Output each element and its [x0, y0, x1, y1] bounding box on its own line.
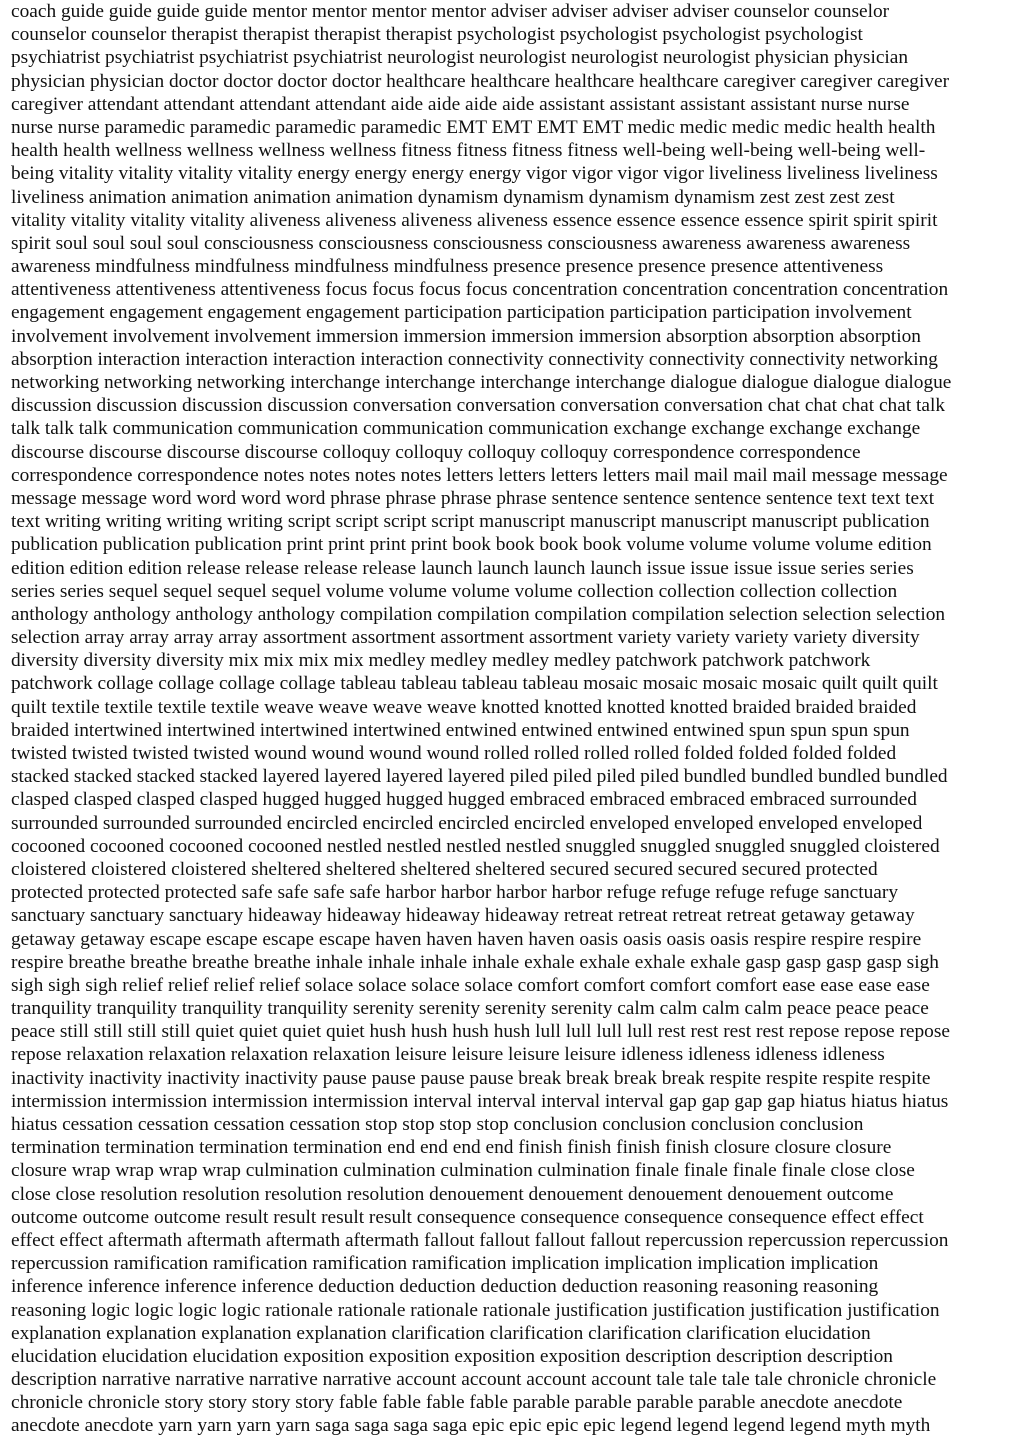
- text-line: intermission intermission intermission intermission interval interval interval interval gap gap gap gap hiatus hiatus hiatus: [11, 1090, 949, 1112]
- text-line: involvement involvement involvement immersion immersion immersion immersion absorption absorption absorption: [11, 325, 921, 347]
- text-line: vitality vitality vitality vitality aliveness aliveness aliveness aliveness essence essence essence essence spirit spirit spirit: [11, 209, 938, 231]
- text-line: coach guide guide guide guide mentor mentor mentor mentor adviser adviser adviser adviser counselor counselor: [11, 1, 890, 22]
- text-line: counselor counselor therapist therapist therapist therapist psychologist psychologist psychologist psychologist: [11, 24, 863, 46]
- text-line: explanation explanation explanation explanation clarification clarification clarification clarification elucidation: [11, 1322, 871, 1344]
- text-line: tranquility tranquility tranquility tranquility serenity serenity serenity serenity calm calm calm calm peace peace peace: [11, 998, 929, 1020]
- text-line: quilt textile textile textile textile weave weave weave weave knotted knotted knotted knotted braided braided braided: [11, 696, 917, 718]
- text-line: surrounded surrounded surrounded encircled encircled encircled encircled enveloped enveloped enveloped enveloped: [11, 812, 923, 834]
- text-line: chronicle chronicle story story story story fable fable fable fable parable parable parable parable anecdote anecdote: [11, 1392, 903, 1414]
- text-line: closure wrap wrap wrap wrap culmination culmination culmination culmination finale finale finale finale close close: [11, 1160, 915, 1182]
- text-line: sigh sigh sigh relief relief relief relief solace solace solace solace comfort comfort comfort comfort ease ease ease ease: [11, 974, 930, 996]
- text-line: discussion discussion discussion discussion conversation conversation conversation conversation chat chat chat chat talk: [11, 395, 946, 417]
- text-line: liveliness animation animation animation animation dynamism dynamism dynamism dynamism zest zest zest zest: [11, 186, 895, 208]
- text-line: correspondence correspondence notes notes notes notes letters letters letters letters mail mail mail mail message message: [11, 464, 948, 486]
- text-line: braided intertwined intertwined intertwined intertwined entwined entwined entwined entwined spun spun spun spun: [11, 719, 910, 741]
- text-line: outcome outcome outcome result result result result consequence consequence consequence consequence effect effect: [11, 1206, 924, 1228]
- text-line: repercussion ramification ramification ramification ramification implication implication implication implication: [11, 1253, 879, 1275]
- text-line: message message word word word word phrase phrase phrase phrase sentence sentence sentence sentence text text text: [11, 487, 935, 509]
- text-line: physician physician doctor doctor doctor doctor healthcare healthcare healthcare healthcare caregiver caregiver caregiver: [11, 70, 950, 92]
- text-line: nurse nurse paramedic paramedic paramedic paramedic EMT EMT EMT EMT medic medic medic medic health health: [11, 116, 936, 138]
- text-line: inactivity inactivity inactivity inactivity pause pause pause pause break break break break respite respite respite respite: [11, 1067, 931, 1089]
- text-line: twisted twisted twisted twisted wound wound wound wound rolled rolled rolled rolled folded folded folded folded: [11, 743, 897, 764]
- text-line: description narrative narrative narrative narrative account account account account tale tale tale tale chronicle chronicle: [11, 1369, 937, 1391]
- text-line: cocooned cocooned cocooned cocooned nestled nestled nestled nestled snuggled snuggled snuggled snuggled cloistered: [11, 835, 940, 857]
- text-line: repose relaxation relaxation relaxation relaxation leisure leisure leisure leisure idleness idleness idleness idleness: [11, 1044, 885, 1066]
- text-line: awareness mindfulness mindfulness mindfulness mindfulness presence presence presence presence attentiveness: [11, 256, 884, 278]
- text-line: text writing writing writing writing script script script script manuscript manuscript manuscript manuscript publication: [11, 511, 930, 533]
- text-line: effect effect aftermath aftermath aftermath aftermath fallout fallout fallout fallout repercussion repercussion repercussion: [11, 1229, 949, 1251]
- text-line: being vitality vitality vitality vitality energy energy energy energy vigor vigor vigor vigor liveliness liveliness liveliness: [11, 163, 938, 185]
- text-line: getaway getaway escape escape escape escape haven haven haven haven oasis oasis oasis oasis respire respire respire: [11, 928, 922, 950]
- text-line: discourse discourse discourse discourse colloquy colloquy colloquy colloquy correspondence correspondence: [11, 441, 861, 463]
- text-line: absorption interaction interaction interaction interaction connectivity connectivity connectivity connectivity networking: [11, 348, 938, 370]
- text-line: spirit soul soul soul soul consciousness consciousness consciousness consciousness awareness awareness awareness: [11, 232, 911, 254]
- text-line: psychiatrist psychiatrist psychiatrist psychiatrist neurologist neurologist neurologist neurologist physician physician: [11, 47, 909, 69]
- text-line: health health wellness wellness wellness wellness fitness fitness fitness fitness well-being well-being well-being well-: [11, 140, 926, 162]
- text-line: stacked stacked stacked stacked layered layered layered layered piled piled piled piled bundled bundled bundled bundled: [11, 766, 948, 788]
- text-line: clasped clasped clasped clasped hugged hugged hugged hugged embraced embraced embraced embraced surrounded: [11, 789, 917, 811]
- text-line: caregiver attendant attendant attendant attendant aide aide aide aide assistant assistant assistant assistant nurse nurse: [11, 93, 910, 115]
- text-line: anecdote anecdote yarn yarn yarn yarn saga saga saga saga epic epic epic epic legend legend legend legend myth myth: [11, 1415, 931, 1437]
- text-line: elucidation elucidation elucidation exposition exposition exposition exposition description description description: [11, 1345, 893, 1367]
- text-line: engagement engagement engagement engagement participation participation participation participation involvement: [11, 302, 912, 324]
- text-line: edition edition edition release release release release launch launch launch launch issue issue issue issue series series: [11, 557, 914, 579]
- text-line: inference inference inference inference deduction deduction deduction deduction reasoning reasoning reasoning: [11, 1276, 879, 1298]
- text-line: selection array array array array assortment assortment assortment assortment variety variety variety variety diversity: [11, 627, 920, 649]
- text-line: networking networking networking interchange interchange interchange interchange dialogue dialogue dialogue dialogue: [11, 372, 952, 393]
- text-line: patchwork collage collage collage collage tableau tableau tableau tableau mosaic mosaic mosaic mosaic quilt quilt quilt: [11, 673, 938, 695]
- text-line: protected protected protected safe safe safe safe harbor harbor harbor harbor refuge refuge refuge refuge sanctuary: [11, 882, 899, 904]
- text-line: termination termination termination termination end end end end finish finish finish finish closure closure closure: [11, 1137, 892, 1159]
- text-line: talk talk talk communication communication communication communication exchange exchange exchange exchange: [11, 418, 921, 440]
- body-text: [11, 0, 1015, 1438]
- text-line: diversity diversity diversity mix mix mix mix medley medley medley medley patchwork patchwork patchwork: [11, 650, 871, 672]
- text-line: series series sequel sequel sequel sequel volume volume volume volume collection collection collection collection: [11, 580, 898, 602]
- text-line: reasoning logic logic logic logic rationale rationale rationale rationale justification justification justification justification: [11, 1299, 940, 1321]
- text-line: peace still still still still quiet quiet quiet quiet hush hush hush hush lull lull lull lull rest rest rest rest repose repose repose: [11, 1021, 950, 1043]
- text-line: sanctuary sanctuary sanctuary hideaway hideaway hideaway hideaway retreat retreat retreat retreat getaway getaway: [11, 905, 915, 927]
- text-line: attentiveness attentiveness attentiveness focus focus focus focus concentration concentration concentration concentration: [11, 279, 949, 301]
- text-line: anthology anthology anthology anthology compilation compilation compilation compilation selection selection selection: [11, 603, 946, 625]
- text-line: cloistered cloistered cloistered sheltered sheltered sheltered sheltered secured secured secured secured protected: [11, 858, 878, 880]
- text-line: respire breathe breathe breathe breathe inhale inhale inhale inhale exhale exhale exhale exhale gasp gasp gasp gasp sigh: [11, 951, 939, 973]
- text-line: publication publication publication print print print print book book book book volume volume volume volume edition: [11, 534, 932, 556]
- text-line: hiatus cessation cessation cessation cessation stop stop stop stop conclusion conclusion conclusion conclusion: [11, 1114, 864, 1135]
- text-line: close close resolution resolution resolution resolution denouement denouement denouement denouement outcome: [11, 1183, 894, 1205]
